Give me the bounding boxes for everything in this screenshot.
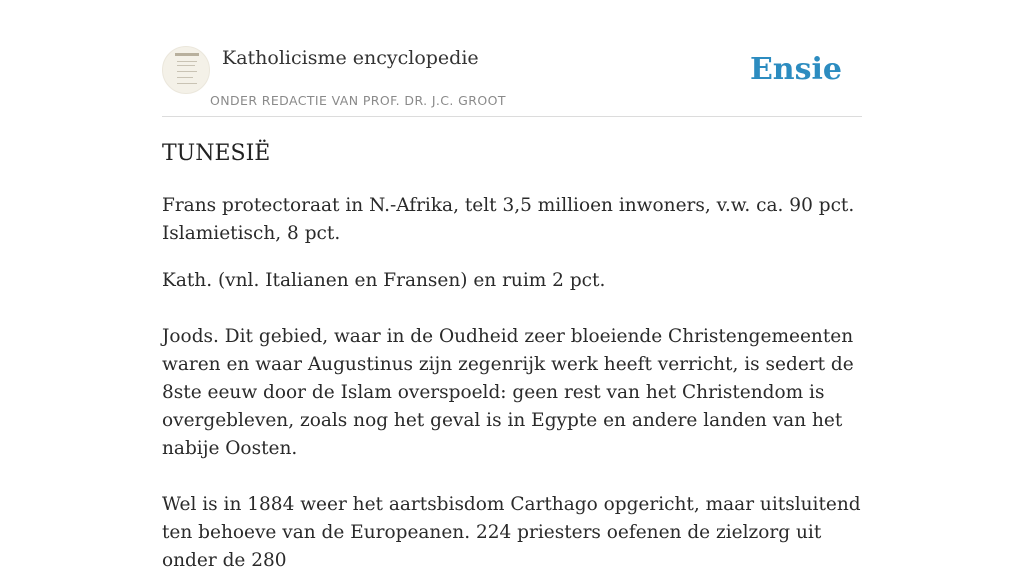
article-paragraph: Frans protectoraat in N.-Afrika, telt 3,5 millioen inwoners, v.w. ca. 90 pct. Islamietisch, 8 pct. <box>162 195 855 244</box>
article-paragraph: Joods. Dit gebied, waar in de Oudheid zeer bloeiende Christengemeenten waren en waar Augustinus zijn zegenrijk werk heeft verricht, is sedert de 8ste eeuw door de Islam overspoeld: geen rest van het Christendom is overgebleven, zoals nog het geval is in Egypte en andere landen van het nabije Oosten. <box>162 326 854 459</box>
site-title[interactable]: Katholicisme encyclopedie <box>222 47 479 69</box>
editor-subtitle: ONDER REDACTIE VAN PROF. DR. J.C. GROOT <box>210 93 506 108</box>
article-title: TUNESIË <box>162 141 271 166</box>
article-paragraph: Kath. (vnl. Italianen en Fransen) en ruim 2 pct. <box>162 270 606 291</box>
book-cover-icon[interactable] <box>162 46 210 94</box>
article <box>162 136 862 575</box>
header <box>162 42 862 117</box>
article-paragraph: Wel is in 1884 weer het aartsbisdom Carthago opgericht, maar uitsluitend ten behoeve van de Europeanen. 224 priesters oefenen de zielzorg uit onder de 280 <box>162 494 861 571</box>
brand-logo[interactable]: Ensie <box>749 52 842 87</box>
